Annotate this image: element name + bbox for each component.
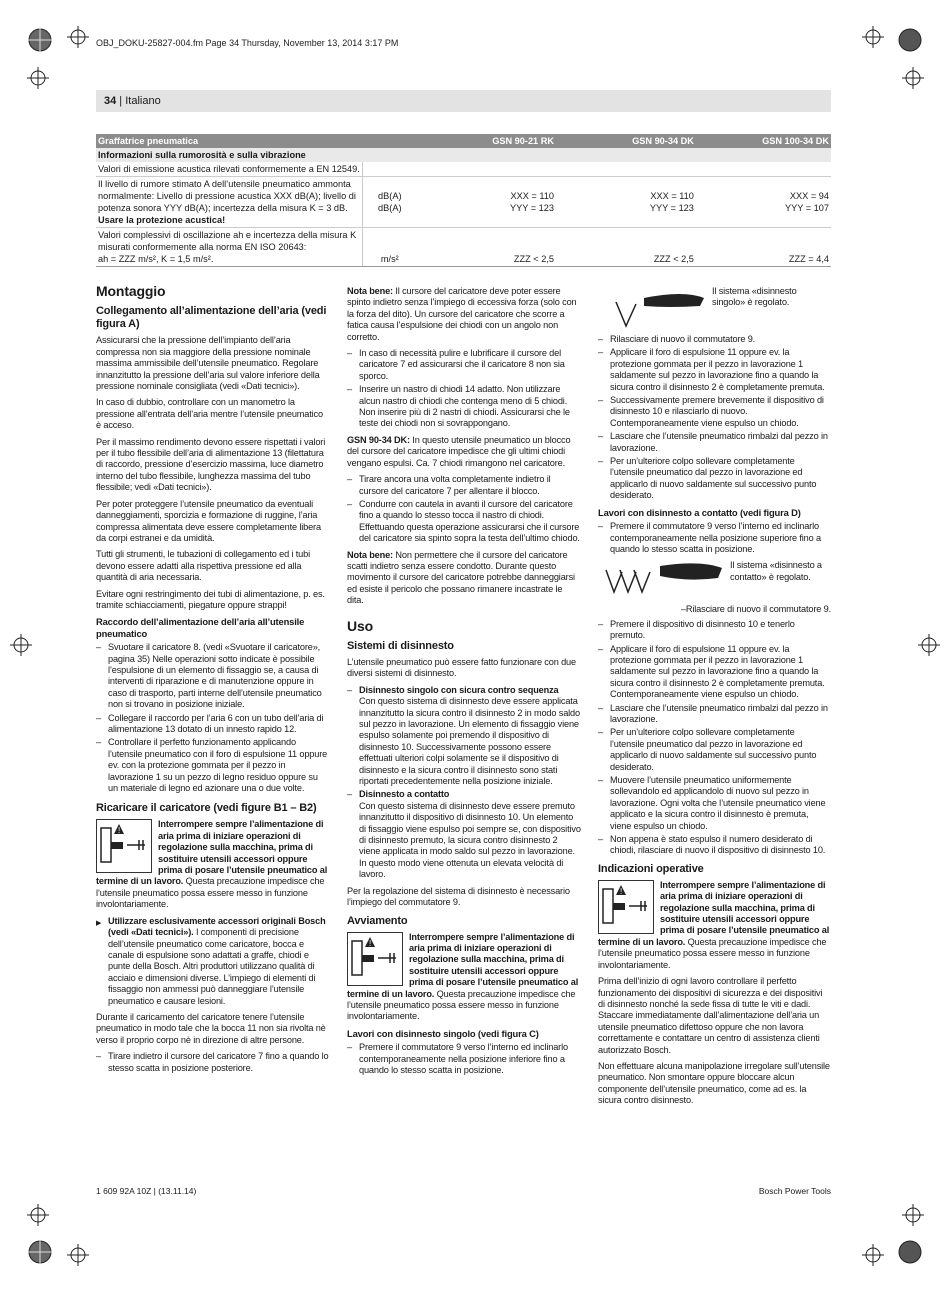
table-row: Valori di emissione acustica rilevati conformemente a EN 12549.: [96, 162, 831, 177]
svg-text:!: !: [118, 826, 121, 836]
switch-lower-position-icon: [598, 286, 708, 330]
air-disconnect-warning-icon: [598, 880, 654, 934]
heading-collegamento: Collegamento all’alimentazione dell’aria (vedi figura A): [96, 305, 327, 331]
footer-brand: Bosch Power Tools: [758, 1186, 831, 1196]
list-item: – Per un’ulteriore colpo sollevare completamente l’utensile pneumatico dal pezzo in lavorazione ed applicarlo di nuovo saldamente sul successivo punto desiderato.: [598, 456, 831, 502]
step-list: [347, 685, 581, 881]
list-item: – Per un’ulteriore colpo sollevare completamente l’utensile pneumatico dal pezzo in lavorazione ed applicarlo di nuovo saldamente sul successivo punto desiderato.: [598, 727, 831, 773]
list-item: – Disinnesto singolo con sicura contro sequenza Con questo sistema di disinnesto deve essere applicata innanzitutto la sicura contro il disinnesto 2 in modo saldo sul pezzo in lavorazione. Un elemento di fissaggio viene espulso solamente poi premendo il dispositivo di disinnesto 10. Successivamente possono essere effettuati ulteriori colpi solamente se il dispositivo di disinnesto e la sicura contro il disinnesto sono stati riportati precedentemente nella posizione iniziale.: [347, 685, 581, 788]
list-item: – Applicare il foro di espulsione 11 oppure ev. la protezione gommata per il pezzo in lavorazione 1 saldamente sul pezzo in lavorazione fino a quando la sicura contro il disinnesto 2 è completamente premuta. Contemporaneamente viene espulso un chiodo.: [598, 644, 831, 701]
paragraph: –Rilasciare di nuovo il commutatore 9.: [680, 604, 831, 615]
list-item: – Applicare il foro di espulsione 11 oppure ev. la protezione gommata per il pezzo in lavorazione 1 saldamente sul pezzo in lavorazione fino a quando la sicura contro il disinnesto 2 è completamente premuta.: [598, 347, 831, 393]
list-item: – Lasciare che l’utensile pneumatico rimbalzi dal pezzo in lavorazione.: [598, 703, 831, 726]
warning-block: ! Interrompere sempre l’alimentazione di aria prima di iniziare operazioni di regolazione sulla macchina, prima di sostituire utensili accessori oppure prima di posare l’utensile pneumatico al termine di un lavoro. Questa precauzione impedisce che l’utensile pneumatico possa essere messo in funzione involontariamente.: [598, 879, 830, 970]
heading-uso: Uso: [347, 617, 373, 634]
registration-mark-icon: [918, 634, 940, 656]
color-target-icon: [28, 28, 52, 52]
list-item: – Muovere l’utensile pneumatico uniformemente sollevandolo ed applicandolo di nuovo sul pezzo in lavorazione. Ogni volta che l’utensile pneumatico viene applicato e la sicura contro il disinnesto è premuta, viene espulso un chiodo.: [598, 775, 831, 832]
heading-avviamento: Avviamento: [347, 914, 408, 927]
page-number: 34: [104, 95, 117, 107]
heading-lavori-singolo: Lavori con disinnesto singolo (vedi figura C): [347, 1027, 539, 1039]
list-item: – Disinnesto a contatto Con questo sistema di disinnesto deve essere premuto innanzitutto il dispositivo di disinnesto 10. Un elemento di fissaggio viene espulso poi sempre se, con dispositivo di disinnesto premuto, la sicura contro disinnesto 2 viene applicata in modo saldo sul pezzo in lavorazione. In questo modo viene ottenuta un elevata velocità di lavoro.: [347, 789, 581, 880]
table-section-row: Informazioni sulla rumorosità e sulla vibrazione: [96, 148, 831, 162]
paragraph: Assicurarsi che la pressione dell’impianto dell’aria compressa non sia maggiore della pressione nominale massima ammissibile dell’utensile pneumatico. Regolare innanzitutto la pressione dell’aria sul valore inferiore della pressione nominale consigliata (vedi «Dati tecnici»).: [96, 335, 320, 392]
step-list: [598, 619, 831, 857]
list-item: – Premere il commutatore 9 verso l’interno ed inclinarlo contemporaneamente nella posizione superiore fino a quando lo stesso scatta in posizione.: [598, 521, 831, 555]
registration-mark-icon: [862, 1244, 884, 1266]
heading-indicazioni: Indicazioni operative: [598, 862, 704, 875]
air-disconnect-warning-icon: [96, 819, 152, 873]
print-line: OBJ_DOKU-25827-004.fm Page 34 Thursday, November 13, 2014 3:17 PM: [96, 38, 399, 48]
step-list: [347, 1042, 581, 1076]
color-target-icon: [898, 1240, 922, 1264]
warning-block: ! Interrompere sempre l’alimentazione di aria prima di iniziare operazioni di regolazione sulla macchina, prima di sostituire utensili accessori oppure prima di posare l’utensile pneumatico al termine di un lavoro. Questa precauzione impedisce che l’utensile pneumatico possa essere messo in funzione involontariamente.: [96, 819, 328, 910]
paragraph: Non effettuare alcuna manipolazione irregolare sull’utensile pneumatico. Non smontare oppure bloccare alcun componente dell’utensile pneumatico, come ad es. la sicura contro disinnesto.: [598, 1060, 830, 1106]
step-list: [96, 1051, 330, 1074]
list-item: – Tirare ancora una volta completamente indietro il cursore del caricatore 7 per allentare il blocco.: [347, 474, 581, 497]
svg-text:!: !: [369, 938, 372, 948]
paragraph: Per il massimo rendimento devono essere rispettati i valori per il tubo flessibile dell’aria di alimentazione 13 (filettatura di raccordo, pressione d’esercizio massima, luce diametro interno del tubo flessibile, lunghezza massima del tubo flessibile; vedi «Dati tecnici»).: [96, 436, 326, 493]
list-item: – Premere il commutatore 9 verso l’interno ed inclinarlo contemporaneamente nella posizione inferiore fino a quando lo stesso scatta in posizione.: [347, 1042, 581, 1076]
table-row: Valori complessivi di oscillazione ah e incertezza della misura K misurati conformemente alla norma EN ISO 20643: ah = ZZZ m/s², K = 1,5 m/s². m/s² ZZZ < 2,5 ZZZ < 2,5 ZZZ = 4,4: [96, 228, 831, 267]
registration-mark-icon: [862, 26, 884, 48]
paragraph: In caso di dubbio, controllare con un manometro la pressione all’entrata dell’aria mentre l’utensile pneumatico è acceso.: [96, 397, 323, 431]
switch-upper-position-icon: [598, 560, 726, 600]
figure-caption: Il sistema «disinnesto singolo» è regolato.: [712, 286, 797, 308]
paragraph: Tutti gli strumenti, le tubazioni di collegamento ed i tubi devono essere adatti alla rispettiva pressione ed alla quantità di aria necessaria.: [96, 549, 310, 583]
model-header: GSN 90-34 DK: [632, 136, 694, 146]
column-left: [96, 283, 330, 1079]
step-list: [347, 348, 581, 430]
table-row: Il livello di rumore stimato A dell’utensile pneumatico ammonta normalmente: Livello di pressione acustica XXX dB(A); livello di potenza sonora YYY dB(A); incertezza della misura K = 3 dB. Usare la protezione acustica! dB(A) dB(A) XXX = 110 YYY = 123 XXX = 110 YYY = 123 XXX = 94 YYY = 107: [96, 177, 831, 228]
registration-mark-icon: [67, 26, 89, 48]
color-target-icon: [898, 28, 922, 52]
notice-item: ▶ Utilizzare esclusivamente accessori originali Bosch (vedi «Dati tecnici»). I componenti di precisione dell’utensile pneumatico come caricatore, bocca e canale di espulsione sono adattati a graffe, chiodi e punte della Bosch. Altri produttori utilizzano qualità di acciaio e dimensioni diverse. L’impiego di elementi di fissaggio non ammessi può danneggiare l’utensile pneumatico e causare lesioni.: [96, 916, 330, 1007]
heading-raccordo: Raccordo dell’alimentazione dell’aria all’utensile pneumatico: [96, 616, 305, 639]
list-item: – Inserire un nastro di chiodi 14 adatto. Non utilizzare alcun nastro di chiodi che contenga meno di 5 chiodi. Non inserire più di 2 nastri di chiodi. Assicurarsi che le teste dei chiodi non si sovrappongano.: [347, 384, 581, 430]
spec-table: [96, 134, 831, 267]
warning-block: ! Interrompere sempre l’alimentazione di aria prima di iniziare operazioni di regolazione sulla macchina, prima di sostituire utensili accessori oppure prima di posare l’utensile pneumatico al termine di un lavoro. Questa precauzione impedisce che l’utensile pneumatico possa essere messo in funzione involontariamente.: [347, 931, 579, 1022]
registration-mark-icon: [902, 67, 924, 89]
heading-montaggio: Montaggio: [96, 283, 166, 299]
air-disconnect-warning-icon: [347, 932, 403, 986]
column-right: [598, 286, 831, 1112]
step-list: [598, 334, 831, 502]
paragraph: Per poter proteggere l’utensile pneumatico da eventuali danneggiamenti, sporcizia e formazione di ruggine, l’aria compressa alimentata deve essere completamente libera da corpi estranei e da umidità.: [96, 498, 321, 543]
registration-mark-icon: [10, 634, 32, 656]
list-item: – Non appena è stato espulso il numero desiderato di chiodi, rilasciare di nuovo il dispositivo di disinnesto 10.: [598, 834, 831, 857]
column-middle: [347, 286, 581, 1081]
paragraph: Prima dell’inizio di ogni lavoro controllare il perfetto funzionamento dei dispositivi di sicurezza e dei dispositivi di disinnesto nonché la sede fissa di tutte le viti e dadi. Staccare immediatamente dall’alimentazione dell’aria un utensile pneumatico difettoso oppure che non lavora correttamente e contattare un centro di assistenza clienti autorizzato Bosch.: [598, 976, 823, 1055]
list-item: – Successivamente premere brevemente il dispositivo di disinnesto 10 e rilasciarlo di nuovo. Contemporaneamente viene espulso un chiodo.: [598, 395, 831, 429]
registration-mark-icon: [902, 1204, 924, 1226]
registration-mark-icon: [67, 1244, 89, 1266]
svg-text:!: !: [620, 886, 623, 896]
list-item: – Lasciare che l’utensile pneumatico rimbalzi dal pezzo in lavorazione.: [598, 431, 831, 454]
paragraph: Durante il caricamento del caricatore tenere l’utensile pneumatico in modo tale che la bocca 11 non sia rivolta nè verso il proprio corpo nè in direzione di altre persone.: [96, 1011, 326, 1045]
figure-caption: Il sistema «disinnesto a contatto» è regolato.: [730, 560, 822, 582]
table-header-row: [96, 134, 831, 148]
paragraph: L’utensile pneumatico può essere fatto funzionare con due diversi sistemi di disinnesto.: [347, 656, 576, 679]
table-title: Graffatrice pneumatica: [98, 136, 199, 146]
paragraph: Nota bene: Il cursore del caricatore deve poter essere spinto indietro senza l’impiego di eccessiva forza (solo con la forza del dito). Un cursore del caricatore che scorre a fatica causa l’espulsione dei chiodi con un angolo non corretto.: [347, 286, 577, 342]
footer-doc-id: 1 609 92A 10Z | (13.11.14): [96, 1186, 197, 1196]
page-header: 34 | Italiano: [96, 90, 831, 112]
heading-sistemi: Sistemi di disinnesto: [347, 639, 454, 652]
list-item: – Svuotare il caricatore 8. (vedi «Svuotare il caricatore», pagina 35) Nelle operazioni sotto indicate è possibile l’espulsione di un elemento di fissaggio se, a causa di interventi di riparazione e di manutenzione oppure in caso di trasporto, parti interne dell’utensile pneumatico non si trovano in posizione iniziale.: [96, 642, 330, 710]
heading-ricaricare: Ricaricare il caricatore (vedi figure B1 – B2): [96, 802, 317, 815]
list-item: – Premere il dispositivo di disinnesto 10 e tenerlo premuto.: [598, 619, 831, 642]
list-item: – Condurre con cautela in avanti il cursore del caricatore fino a quando lo stesso tocca il nastro di chiodi. Effettuando questa operazione assicurarsi che il cursore del caricatore sia spinto sopra la testa dell’ultimo chiodo.: [347, 499, 581, 545]
heading-lavori-contatto: Lavori con disinnesto a contatto (vedi figura D): [598, 506, 801, 518]
language-label: Italiano: [125, 95, 161, 107]
list-item: – Collegare il raccordo per l’aria 6 con un tubo dell’aria di alimentazione 13 dotato di un innesto rapido 12.: [96, 713, 330, 736]
paragraph: Per la regolazione del sistema di disinnesto è necessario l’impiego del commutatore 9.: [347, 885, 570, 908]
paragraph: Evitare ogni restringimento dei tubi di alimentazione, p. es. tramite schiacciamenti, piegature oppure strappi!: [96, 588, 325, 610]
step-list: [347, 474, 581, 544]
list-item: – In caso di necessità pulire e lubrificare il cursore del caricatore 7 ed assicurarsi che il caricatore 8 non sia sporco.: [347, 348, 581, 382]
paragraph: GSN 90-34 DK: In questo utensile pneumatico un blocco del cursore del caricatore impedisce che gli ultimi chiodi vengano espulsi. Ca. 7 chiodi rimangono nel caricatore.: [347, 434, 571, 468]
paragraph: Nota bene: Non permettere che il cursore del caricatore scatti indietro senza essere condotto. Durante questo movimento il cursore del caricatore potrebbe danneggiarsi ed esiste il pericolo che possano rimanere incastrate le dita.: [347, 549, 575, 606]
model-header: GSN 100-34 DK: [762, 136, 829, 146]
figure-single-trigger: [598, 286, 831, 330]
registration-mark-icon: [27, 67, 49, 89]
list-item: – Rilasciare di nuovo il commutatore 9.: [598, 334, 831, 345]
registration-mark-icon: [27, 1204, 49, 1226]
list-item: – Tirare indietro il cursore del caricatore 7 fino a quando lo stesso scatta in posizione posteriore.: [96, 1051, 330, 1074]
list-item: – Controllare il perfetto funzionamento applicando l’utensile pneumatico con il foro di espulsione 11 oppure ev. con la protezione gommata per il pezzo in lavorazione 1 su un pezzo di legno residuo oppure su un materiale di legno ed azionare una o due volte.: [96, 737, 330, 794]
model-header: GSN 90-21 RK: [492, 136, 554, 146]
step-list: [598, 521, 831, 555]
figure-contact-trigger: [598, 560, 831, 600]
step-list: [96, 642, 330, 794]
color-target-icon: [28, 1240, 52, 1264]
